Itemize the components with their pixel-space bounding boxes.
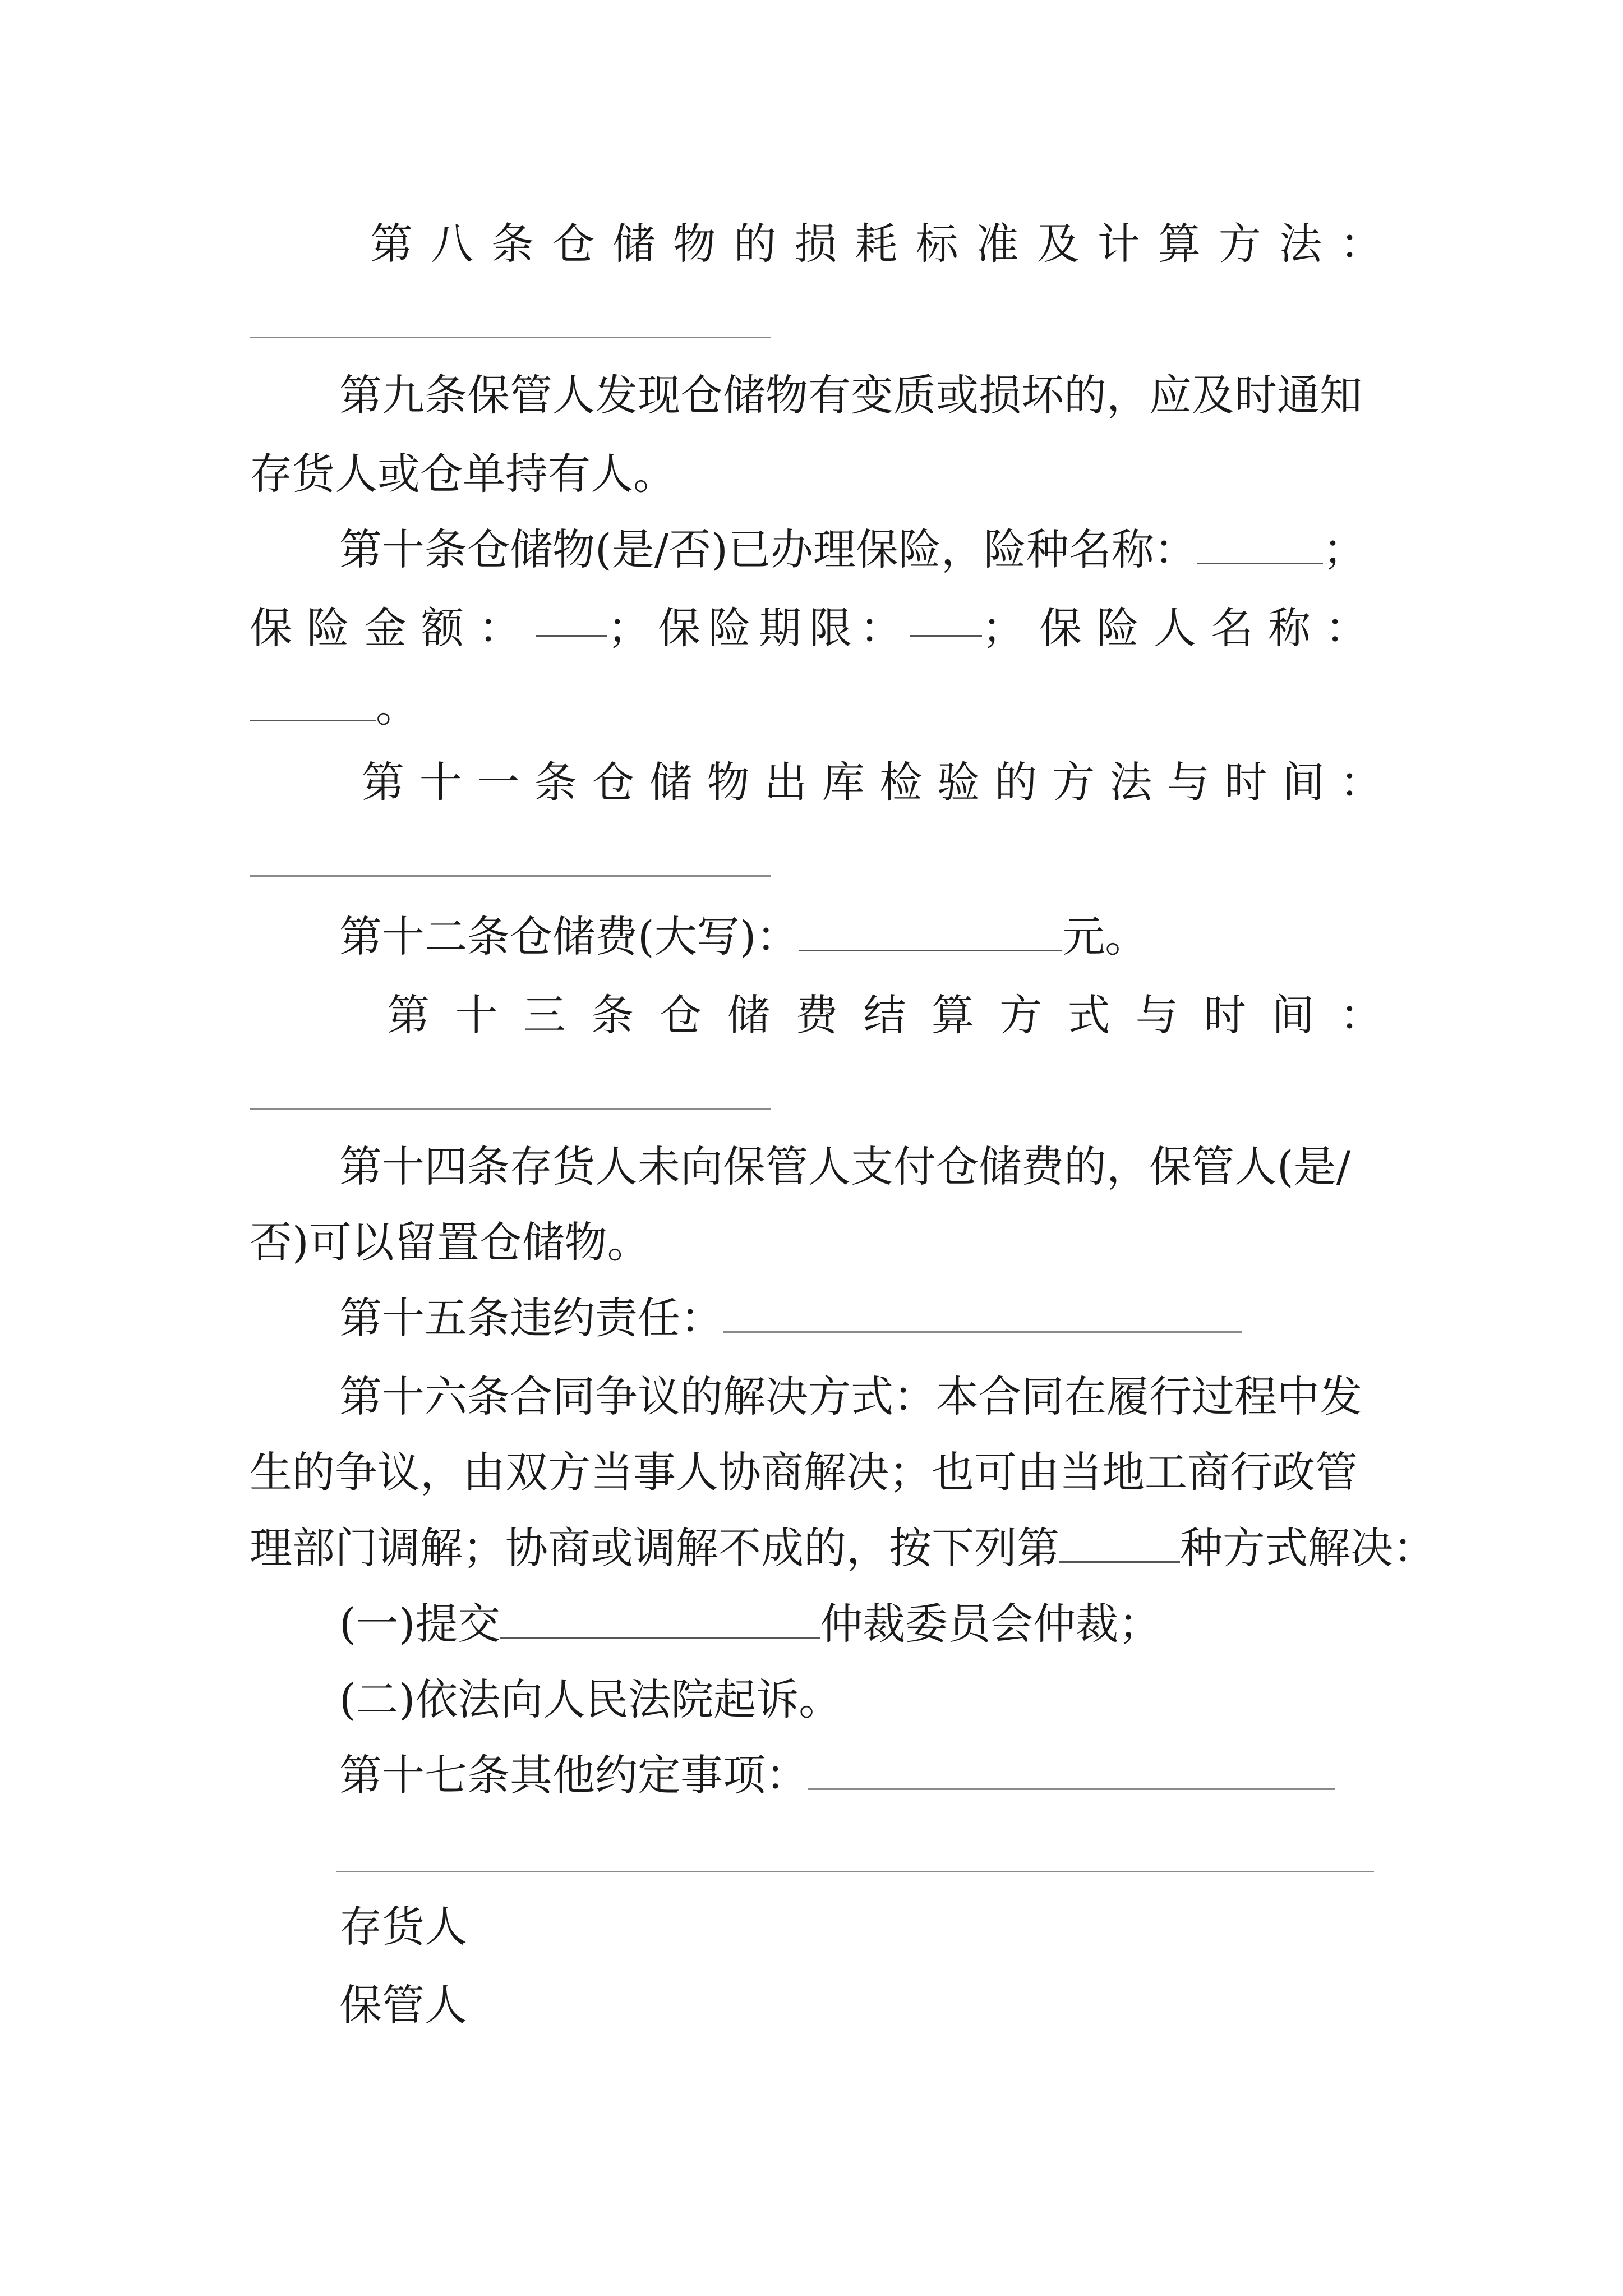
clause-10-line-1	[339, 522, 1382, 578]
other-matters-continuation-rule	[336, 1871, 1374, 1872]
depositor-signature-label: 存货人	[339, 1902, 467, 1952]
clause-10-text-a-end: ；	[1322, 524, 1366, 574]
clause-17-text: 第十七条其他约定事项：	[339, 1750, 808, 1800]
clause-12-line	[339, 909, 1382, 965]
storage-fee-blank[interactable]	[799, 915, 1062, 951]
clause-17-line	[339, 1747, 1382, 1803]
clause-10-text-c-end: 。	[376, 682, 418, 731]
clause-11-blank-rule	[250, 875, 771, 877]
clause-8-blank-rule	[250, 337, 771, 338]
option-1-text-pre: (一)提交	[339, 1599, 501, 1649]
clause-16-text-pre: 理部门调解；协商或调解不成的，按下列第	[250, 1523, 1059, 1573]
clause-10-line-3	[250, 679, 1382, 735]
insurer-name-blank[interactable]	[250, 685, 376, 721]
option-1-line	[339, 1596, 1382, 1652]
other-matters-blank[interactable]	[808, 1754, 1335, 1790]
clause-16-line-3	[250, 1520, 1436, 1576]
clause-15-text: 第十五条违约责任：	[339, 1293, 723, 1343]
clause-12-text-post: 元。	[1062, 912, 1148, 961]
breach-liability-blank[interactable]	[723, 1296, 1242, 1333]
clause-9-line-1: 第九条保管人发现仓储物有变质或损坏的，应及时通知	[339, 370, 1362, 420]
dispute-option-blank[interactable]	[1059, 1526, 1180, 1563]
clause-14-line-1: 第十四条存货人未向保管人支付仓储费的，保管人(是/	[339, 1142, 1351, 1191]
clause-16-line-2: 生的争议，由双方当事人协商解决；也可由当地工商行政管	[250, 1447, 1358, 1497]
clause-13-text: 第 十 三 条 仓 储 费 结 算 方 式 与 时 间 ：	[387, 990, 1382, 1040]
arbitration-commission-blank[interactable]	[500, 1602, 820, 1639]
insurance-amount-blank[interactable]	[536, 600, 607, 637]
clause-11-text: 第 十 一 条 仓 储 物 出 库 检 验 的 方 法 与 时 间 ：	[362, 757, 1382, 807]
clause-10-text-b3: ；保险人名称：	[982, 603, 1382, 653]
clause-8-text: 第 八 条 仓 储 物 的 损 耗 标 准 及 计 算 方 法 ：	[370, 219, 1382, 269]
clause-10-text-a: 第十条仓储物(是/否)已办理保险，险种名称：	[339, 524, 1197, 574]
insurance-type-blank[interactable]	[1197, 528, 1323, 564]
option-2-line: (二)依法向人民法院起诉。	[339, 1674, 842, 1724]
clause-12-text-pre: 第十二条仓储费(大写)：	[339, 912, 799, 961]
option-1-text-post: 仲裁委员会仲裁；	[820, 1599, 1161, 1649]
clause-15-line	[339, 1290, 1382, 1346]
clause-8-line	[370, 216, 1382, 272]
clause-10-text-b2: ；保险期限：	[607, 603, 910, 653]
clause-10-line-2	[250, 600, 1382, 656]
clause-16-line-1: 第十六条合同争议的解决方式：本合同在履行过程中发	[339, 1372, 1362, 1421]
clause-13-line	[387, 987, 1382, 1043]
clause-13-blank-rule	[250, 1108, 771, 1110]
insurance-period-blank[interactable]	[910, 600, 982, 637]
clause-10-text-b1: 保险金额：	[250, 603, 536, 653]
custodian-signature-label: 保管人	[339, 1980, 467, 2030]
clause-14-line-2: 否)可以留置仓储物。	[250, 1217, 650, 1267]
clause-16-text-post: 种方式解决：	[1180, 1523, 1436, 1573]
clause-11-line	[362, 754, 1382, 811]
clause-9-line-2: 存货人或仓单持有人。	[250, 449, 676, 499]
